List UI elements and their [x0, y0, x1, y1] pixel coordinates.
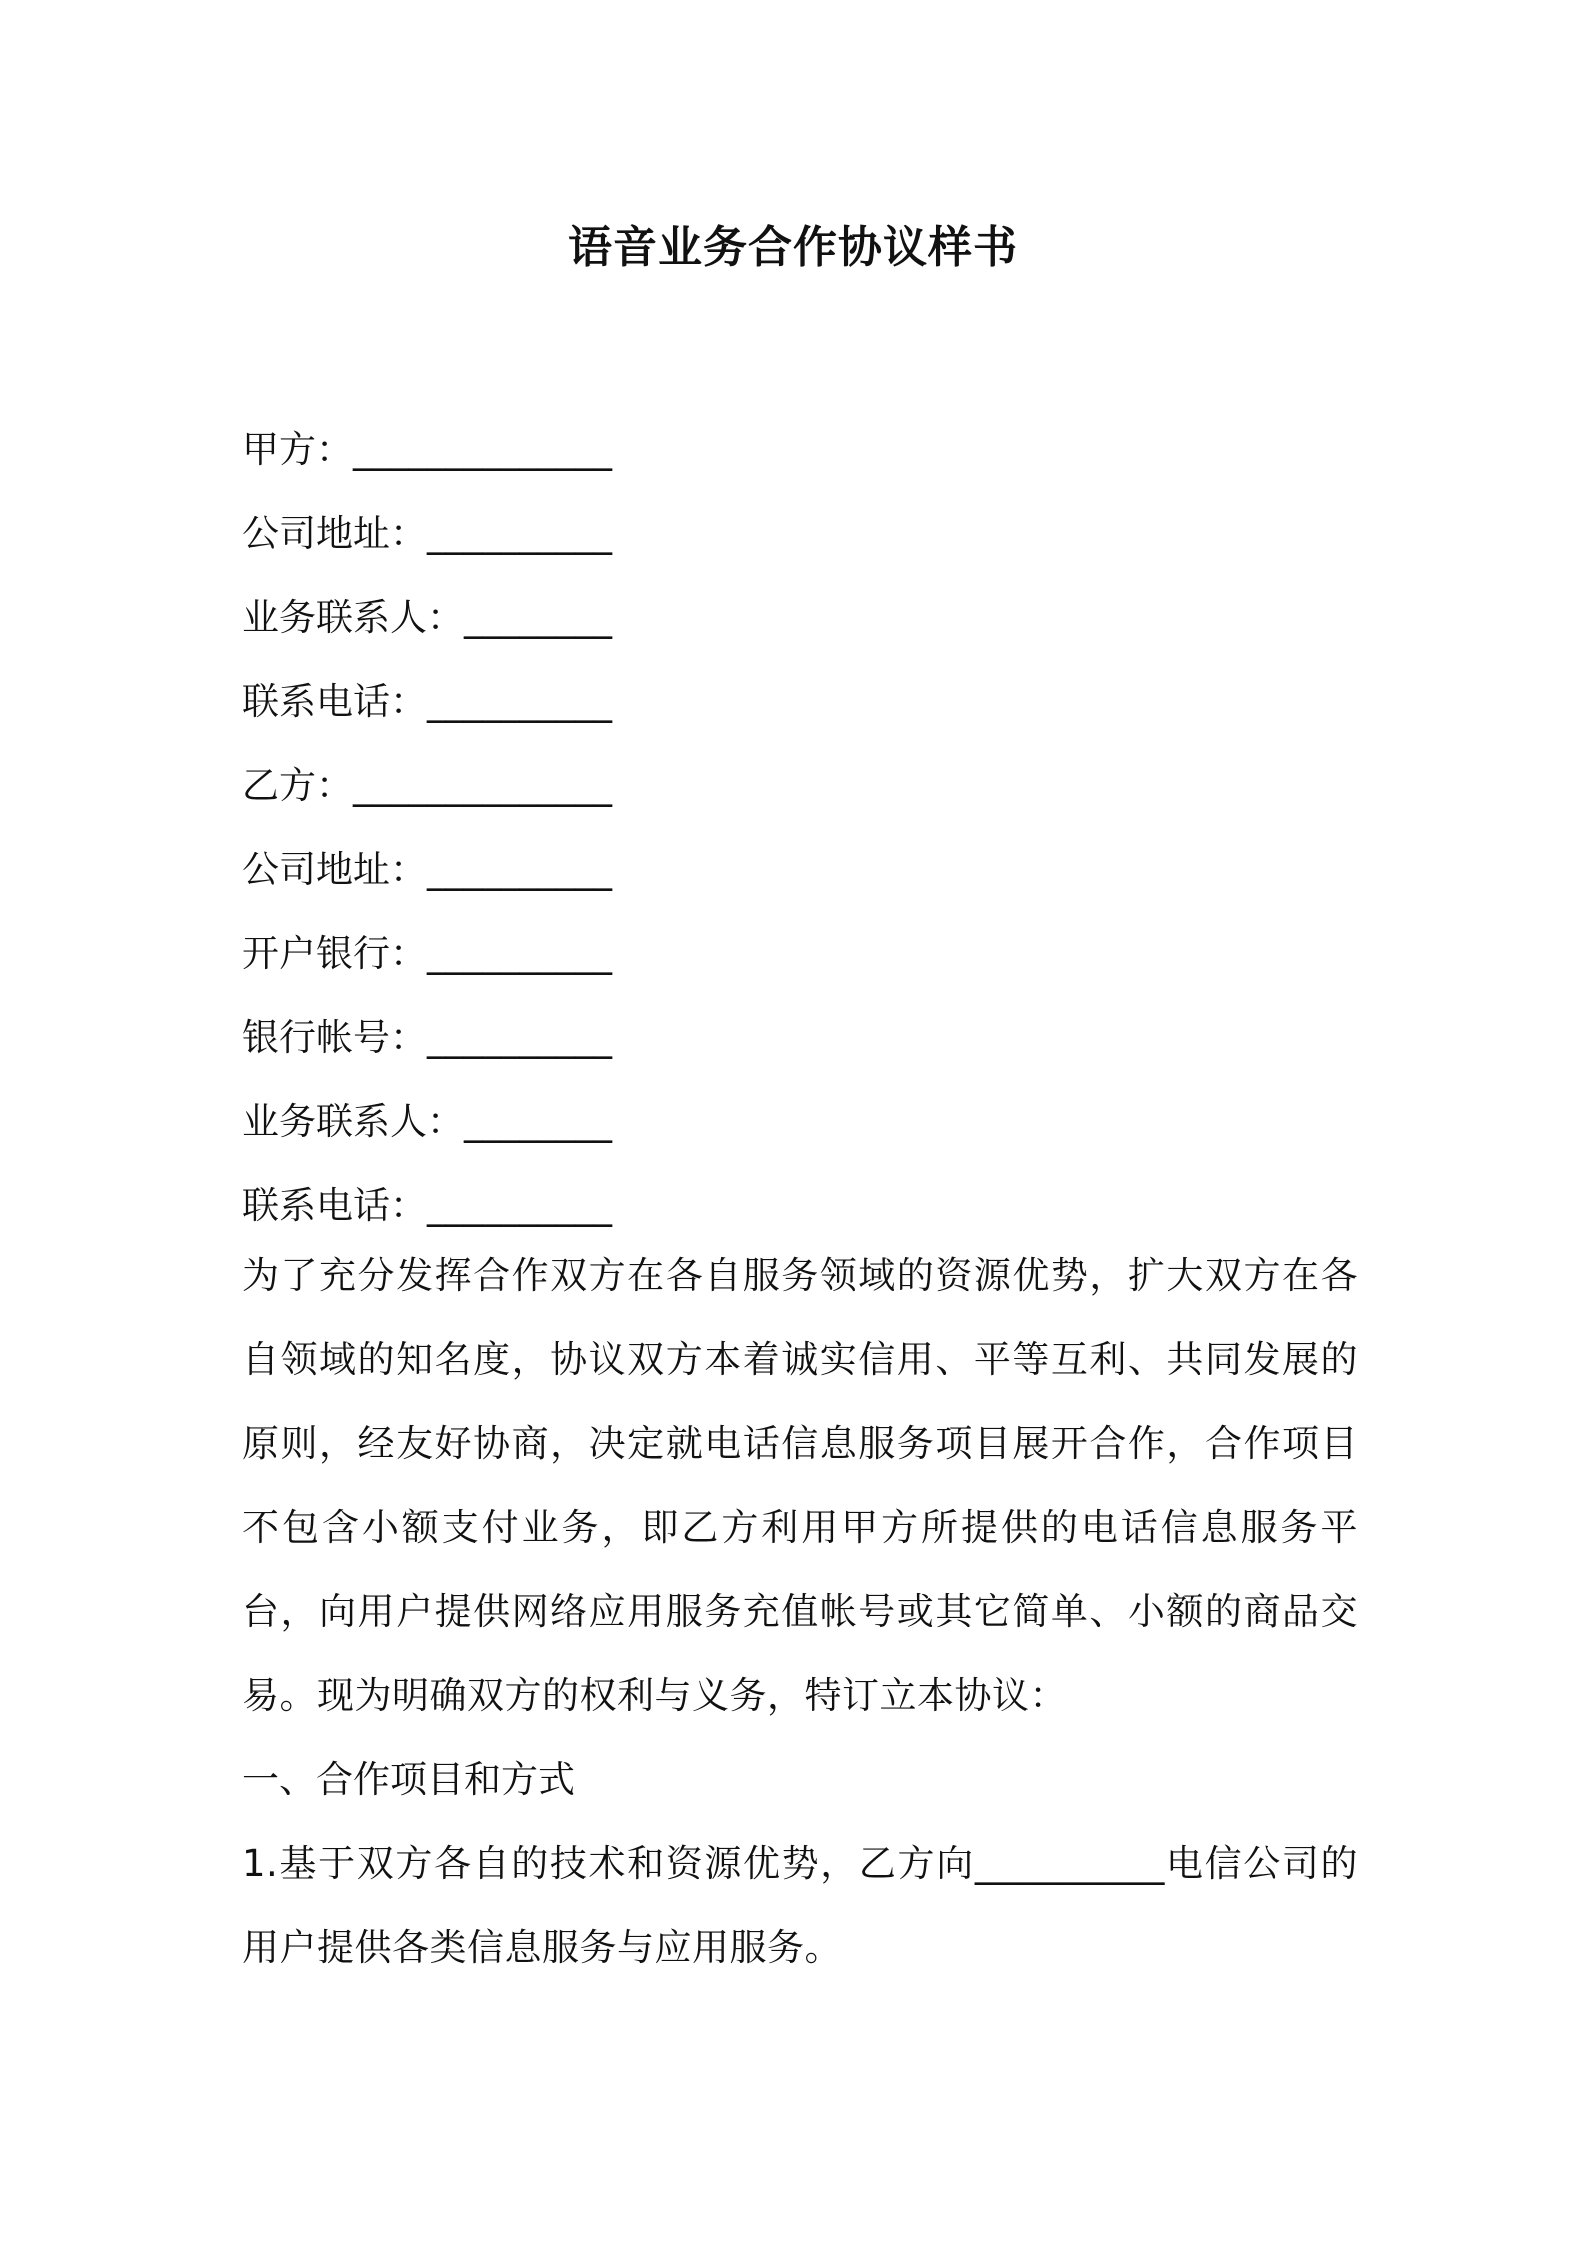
- party-b-address-field: 公司地址：__________: [242, 848, 612, 891]
- document-title: 语音业务合作协议样书: [568, 222, 1018, 273]
- party-b-bank-field: 开户银行：__________: [242, 932, 612, 975]
- agreement-body: [242, 1234, 1358, 1990]
- clause-paragraph: 1.基于双方各自的技术和资源优势，乙方向__________电信公司的用户提供各类信息服务与应用服务。: [242, 1842, 1358, 1969]
- section-heading: 一、合作项目和方式: [242, 1758, 575, 1801]
- party-b-name-field: 乙方：______________: [242, 764, 612, 807]
- party-b-account-field: 银行帐号：__________: [242, 1016, 612, 1059]
- preamble-paragraph: 为了充分发挥合作双方在各自服务领域的资源优势，扩大双方在各自领域的知名度，协议双方本着诚实信用、平等互利、共同发展的原则，经友好协商，决定就电话信息服务项目展开合作，合作项目不包含小额支付业务，即乙方利用甲方所提供的电话信息服务平台，向用户提供网络应用服务充值帐号或其它简单、小额的商品交易。现为明确双方的权利与义务，特订立本协议：: [242, 1254, 1358, 1717]
- party-a-contact-field: 业务联系人：________: [242, 596, 612, 639]
- party-info-fields: [242, 408, 1362, 1248]
- party-a-address-field: 公司地址：__________: [242, 512, 612, 555]
- party-a-name-field: 甲方：______________: [242, 428, 612, 471]
- party-b-phone-field: 联系电话：__________: [242, 1184, 612, 1227]
- party-a-phone-field: 联系电话：__________: [242, 680, 612, 723]
- party-b-contact-field: 业务联系人：________: [242, 1100, 612, 1143]
